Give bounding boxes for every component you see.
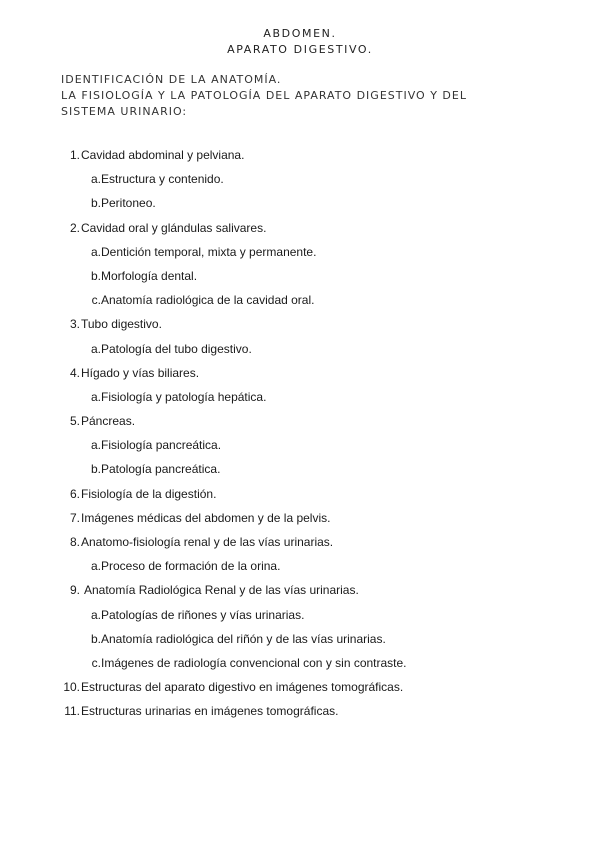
intro-line-3: SISTEMA URINARIO: [61,105,188,118]
outline-item [0,315,600,339]
outline-subitem [0,243,600,267]
outline-subitem [0,460,600,484]
outline-text: Estructuras del aparato digestivo en imágenes tomográficas. [81,680,404,695]
outline-text: Hígado y vías biliares. [81,365,200,380]
outline-marker: c. [91,655,101,670]
outline-marker: 10. [63,680,80,695]
outline-item [0,702,600,726]
document-title [0,26,600,58]
outline-text: Anatomía radiológica del riñón y de las vías urinarias. [101,631,386,646]
outline-text: Fisiología de la digestión. [81,486,217,501]
outline-subitem [0,654,600,678]
outline-subitem [0,557,600,581]
outline-marker: a. [90,559,101,574]
outline-marker: a. [90,607,101,622]
outline-marker: b. [90,462,101,477]
outline-marker: b. [90,631,101,646]
outline-item [0,509,600,533]
intro-paragraph [61,72,561,120]
outline-item [0,485,600,509]
outline-subitem [0,267,600,291]
outline-text: Proceso de formación de la orina. [101,559,281,574]
outline-text: Morfología dental. [101,268,198,283]
outline-marker: 1. [69,148,80,162]
outline-marker: 6. [69,486,80,501]
outline-subitem [0,606,600,630]
title-line-aparato-digestivo: APARATO DIGESTIVO. [227,43,373,56]
outline-marker: a. [90,389,101,404]
outline-subitem [0,291,600,315]
outline-marker: 3. [69,317,80,332]
outline-text: Fisiología pancreática. [101,438,222,453]
outline-text: Peritoneo. [101,196,156,211]
outline-marker: 8. [69,535,80,549]
outline-text: Anatomo-fisiología renal y de las vías urinarias. [81,535,334,549]
outline-marker: a. [90,172,101,187]
outline-subitem [0,170,600,194]
outline-marker: a. [90,438,101,453]
outline-text: Imágenes médicas del abdomen y de la pelvis. [81,510,331,525]
outline-item [0,581,600,605]
outline-marker: 7. [69,510,80,525]
outline-item [0,678,600,702]
title-line-abdomen: ABDOMEN. [263,27,337,40]
outline-item [0,219,600,243]
outline-text: Estructuras urinarias en imágenes tomográficas. [81,704,339,719]
topic-outline-list [0,146,600,727]
outline-marker: a. [90,341,101,356]
outline-marker: 9. [69,583,80,598]
outline-text: Estructura y contenido. [101,172,224,187]
outline-marker: b. [90,196,101,211]
outline-text: Anatomía radiológica de la cavidad oral. [101,293,315,308]
intro-line-2: LA FISIOLOGÍA Y LA PATOLOGÍA DEL APARATO DIGESTIVO Y DEL [61,89,467,102]
outline-subitem [0,436,600,460]
outline-text: Imágenes de radiología convencional con y sin contraste. [101,655,407,670]
outline-subitem [0,194,600,218]
outline-item [0,364,600,388]
outline-text: Patología pancreática. [101,462,221,477]
outline-text: Páncreas. [81,414,136,429]
outline-marker: b. [90,268,101,283]
outline-item [0,412,600,436]
outline-text: Fisiología y patología hepática. [101,389,267,404]
outline-item [0,533,600,557]
outline-subitem [0,388,600,412]
outline-text: Patologías de riñones y vías urinarias. [101,607,305,622]
outline-text: Anatomía Radiológica Renal y de las vías urinarias. [84,583,359,598]
outline-marker: 11. [64,704,80,719]
outline-subitem [0,630,600,654]
outline-text: Cavidad oral y glándulas salivares. [81,220,267,235]
outline-item [0,146,600,170]
outline-subitem [0,340,600,364]
outline-marker: 4. [69,365,80,380]
outline-marker: 2. [69,220,80,235]
outline-marker: a. [90,244,101,259]
outline-text: Tubo digestivo. [81,317,162,332]
outline-marker: 5. [69,414,80,429]
outline-text: Patología del tubo digestivo. [101,341,252,356]
outline-marker: c. [91,293,101,308]
outline-text: Dentición temporal, mixta y permanente. [101,244,317,259]
outline-text: Cavidad abdominal y pelviana. [81,148,245,162]
intro-line-1: IDENTIFICACIÓN DE LA ANATOMÍA. [61,73,282,86]
